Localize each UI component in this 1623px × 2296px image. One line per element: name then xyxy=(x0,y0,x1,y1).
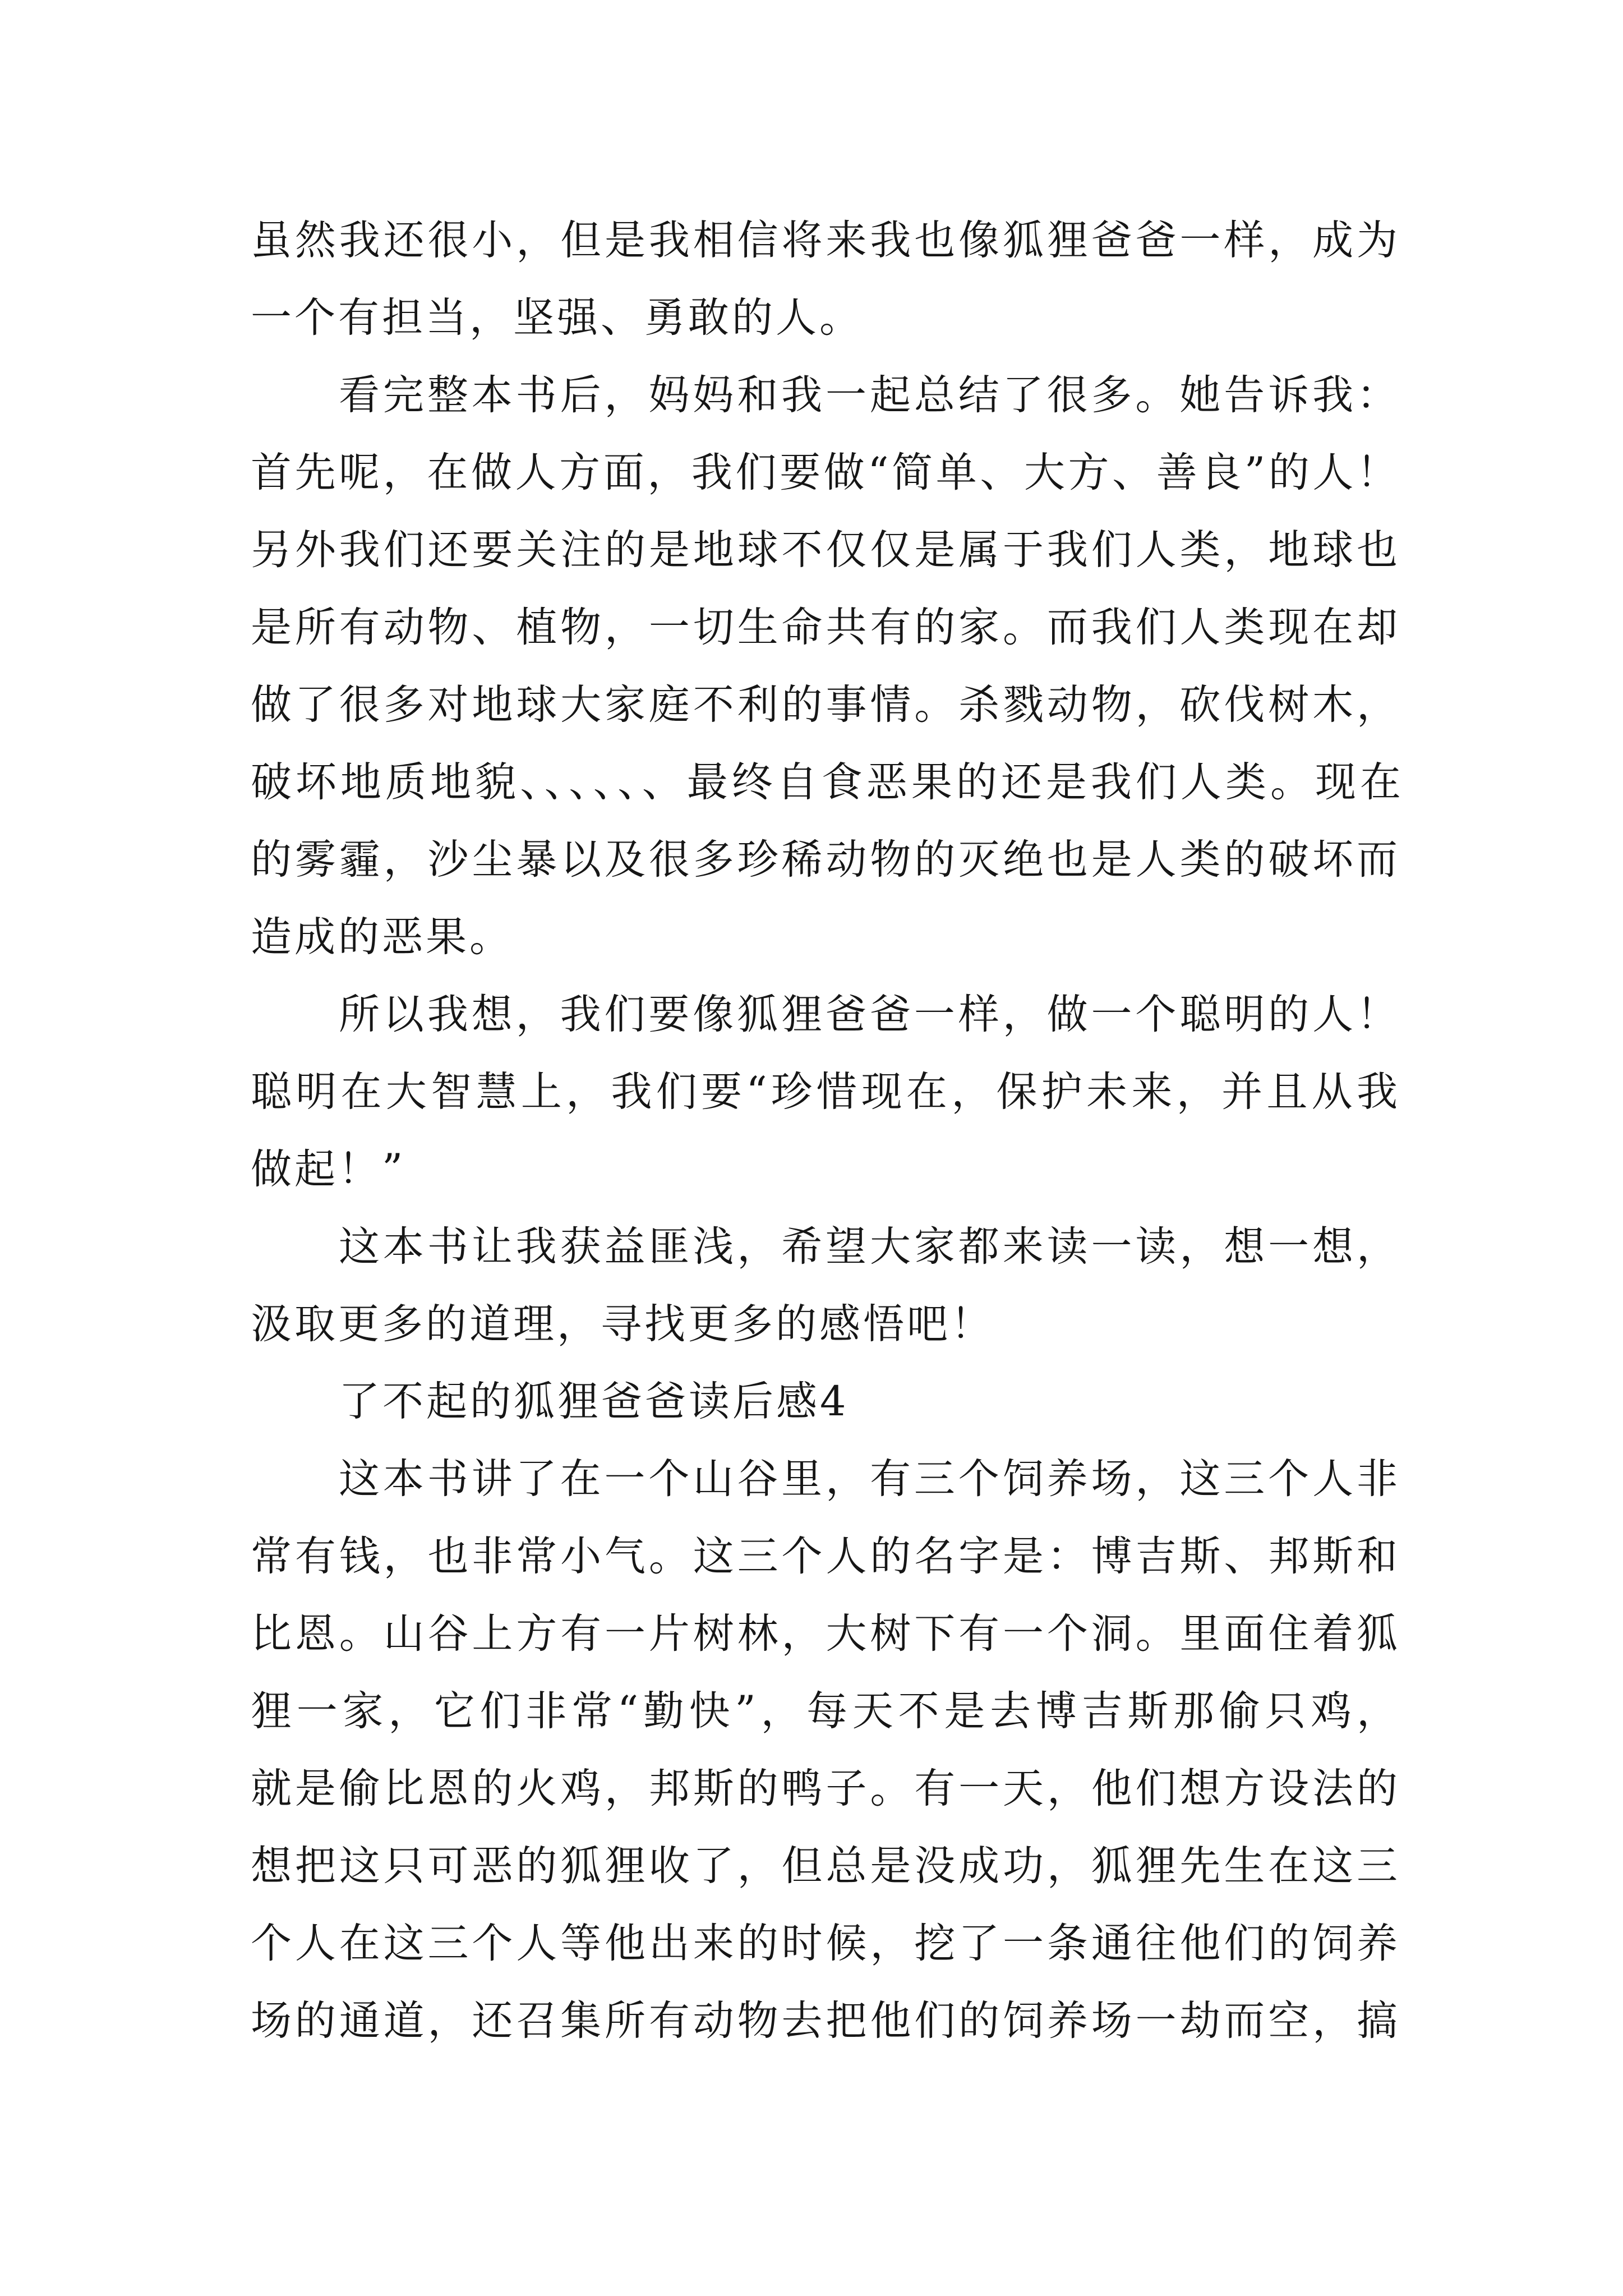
text-line: 另外我们还要关注的是地球不仅仅是属于我们人类，地球也 xyxy=(251,526,1400,574)
text-line: 是所有动物、植物，一切生命共有的家。而我们人类现在却 xyxy=(251,604,1400,651)
text-line: 破坏地质地貌、、、、、、最终自食恶果的还是我们人类。现在 xyxy=(251,758,1400,806)
text-line: 就是偷比恩的火鸡，邦斯的鸭子。有一天，他们想方设法的 xyxy=(251,1765,1400,1812)
text-line: 这本书讲了在一个山谷里，有三个饲养场，这三个人非 xyxy=(339,1455,1400,1503)
text-line: 造成的恶果。 xyxy=(251,913,513,961)
text-line: 汲取更多的道理，寻找更多的感悟吧！ xyxy=(251,1300,994,1348)
text-line: 做了很多对地球大家庭不利的事情。杀戮动物，砍伐树木， xyxy=(251,681,1400,729)
paragraph xyxy=(251,976,1400,1208)
text-line: 个人在这三个人等他出来的时候，挖了一条通往他们的饲养 xyxy=(251,1920,1400,1967)
text-line: 狸一家，它们非常“勤快”，每天不是去博吉斯那偷只鸡， xyxy=(251,1687,1400,1735)
text-line: 常有钱，也非常小气。这三个人的名字是：博吉斯、邦斯和 xyxy=(251,1533,1400,1580)
text-line: 首先呢，在做人方面，我们要做“简单、大方、善良”的人！ xyxy=(251,449,1400,496)
text-line: 虽然我还很小，但是我相信将来我也像狐狸爸爸一样，成为 xyxy=(251,217,1400,264)
body-text xyxy=(251,202,1400,2060)
section-heading: 了不起的狐狸爸爸读后感4 xyxy=(339,1378,849,1425)
text-line: 一个有担当，坚强、勇敢的人。 xyxy=(251,294,863,342)
paragraph xyxy=(251,1441,1400,2060)
text-line: 场的通道，还召集所有动物去把他们的饲养场一劫而空，搞 xyxy=(251,1997,1400,2045)
text-line: 比恩。山谷上方有一片树林，大树下有一个洞。里面住着狐 xyxy=(251,1610,1400,1658)
paragraph xyxy=(251,357,1400,976)
paragraph xyxy=(251,202,1400,357)
text-line: 看完整本书后，妈妈和我一起总结了很多。她告诉我： xyxy=(339,371,1400,419)
paragraph xyxy=(251,1208,1400,1363)
text-line: 这本书让我获益匪浅，希望大家都来读一读，想一想， xyxy=(339,1223,1400,1271)
text-line: 想把这只可恶的狐狸收了，但总是没成功，狐狸先生在这三 xyxy=(251,1842,1400,1890)
text-line: 的雾霾，沙尘暴以及很多珍稀动物的灭绝也是人类的破坏而 xyxy=(251,836,1400,884)
text-line: 所以我想，我们要像狐狸爸爸一样，做一个聪明的人！ xyxy=(339,991,1400,1038)
text-line: 聪明在大智慧上，我们要“珍惜现在，保护未来，并且从我 xyxy=(251,1068,1400,1116)
text-line: 做起！” xyxy=(251,1145,406,1193)
